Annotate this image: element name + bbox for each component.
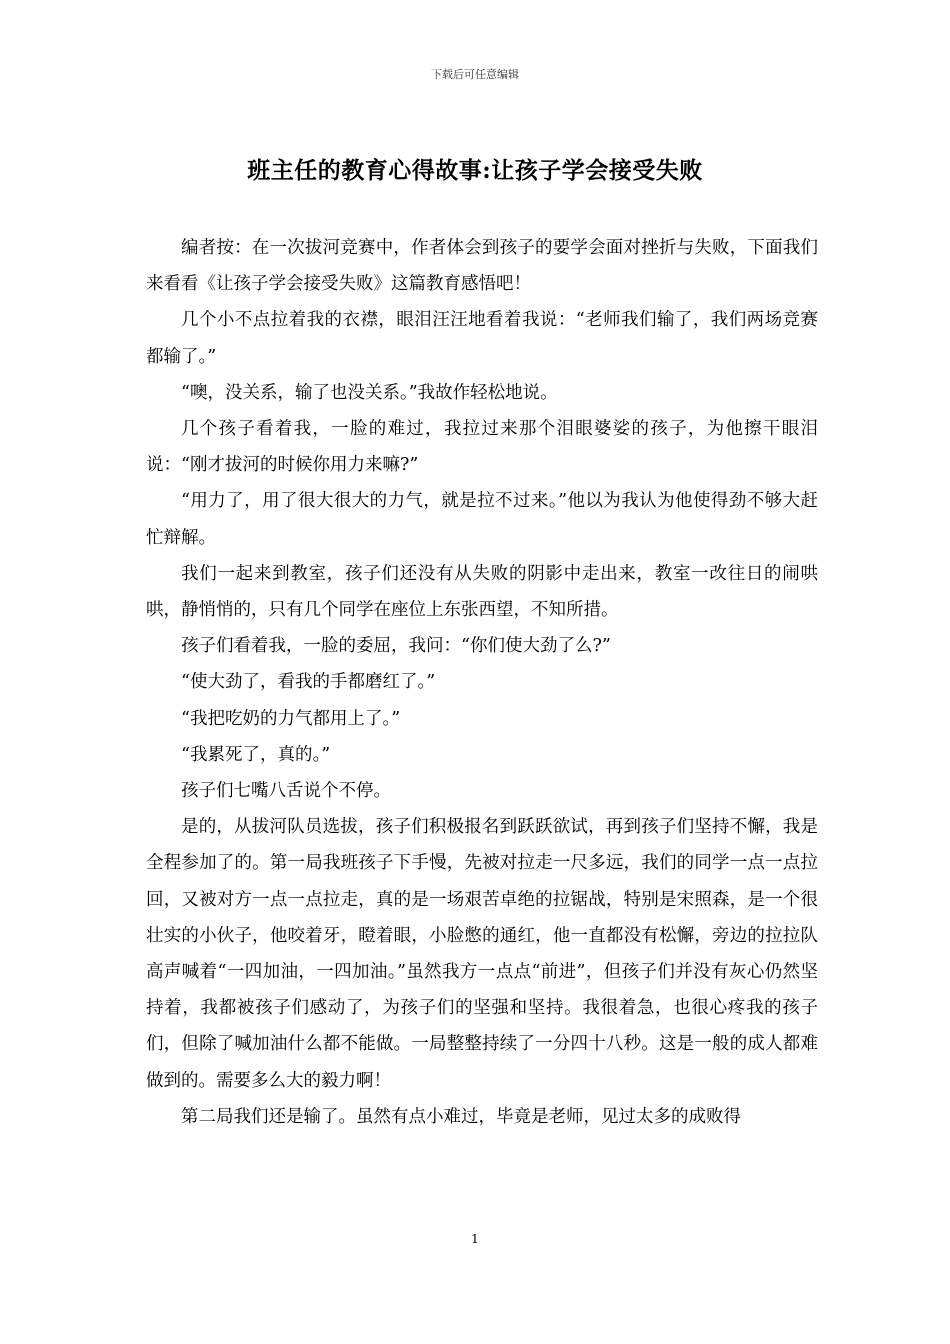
paragraph: “我把吃奶的力气都用上了。” [181,708,401,729]
paragraph: 几个小不点拉着我的衣襟，眼泪汪汪地看着我说：“老师我们输了，我们两场竞赛都输了。” [146,310,818,367]
paragraph: 孩子们七嘴八舌说个不停。 [181,781,391,802]
paragraph: 孩子们看着我，一脸的委屈，我问：“你们使大劲了么?” [181,636,611,657]
document-title: 班主任的教育心得故事:让孩子学会接受失败 [247,157,703,184]
paragraph: “用力了，用了很大很大的力气，就是拉不过来。”他以为我认为他使得劲不够大赶忙辩解。 [146,491,818,548]
header-note: 下载后可任意编辑 [431,68,519,81]
paragraph: “使大劲了，看我的手都磨红了。” [181,672,436,693]
paragraph: 我们一起来到教室，孩子们还没有从失败的阴影中走出来，教室一改往日的闹哄哄，静悄悄的，只有几个同学在座位上东张西望，不知所措。 [146,563,818,621]
paragraph: “噢，没关系，输了也没关系。”我故作轻松地说。 [181,382,558,403]
paragraph: 编者按：在一次拔河竞赛中，作者体会到孩子的要学会面对挫折与失败，下面我们来看看《让孩子学会接受失败》这篇教育感悟吧！ [146,238,818,295]
paragraph: 是的，从拔河队员选拔，孩子们积极报名到跃跃欲试，再到孩子们坚持不懈，我是全程参加了的。第一局我班孩子下手慢，先被对拉走一尺多远，我们的同学一点一点拉回，又被对方一点一点拉走，真的是一场艰苦卓绝的拉锯战，特别是宋照森，是一个很壮实的小伙子，他咬着牙，瞪着眼，小脸憋的通红，他一直都没有松懈，旁边的拉拉队高声喊着“一四加油，一四加油。”虽然我方一点点“前进”，但孩子们并没有灰心仍然坚持着，我都被孩子们感动了，为孩子们的坚强和坚持。我很着急，也很心疼我的孩子们，但除了喊加油什么都不能做。一局整整持续了一分四十八秒。这是一般的成人都难做到的。需要多么大的毅力啊！ [146,817,818,1091]
paragraph: 几个孩子看着我，一脸的难过，我拉过来那个泪眼婆娑的孩子，为他擦干眼泪说：“刚才拔河的时候你用力来嘛?” [146,419,818,476]
paragraph: “我累死了，真的。” [181,744,331,765]
document-body [146,230,818,1135]
paragraph: 第二局我们还是输了。虽然有点小难过，毕竟是老师，见过太多的成败得 [181,1106,741,1127]
page-number: 1 [471,1232,479,1246]
